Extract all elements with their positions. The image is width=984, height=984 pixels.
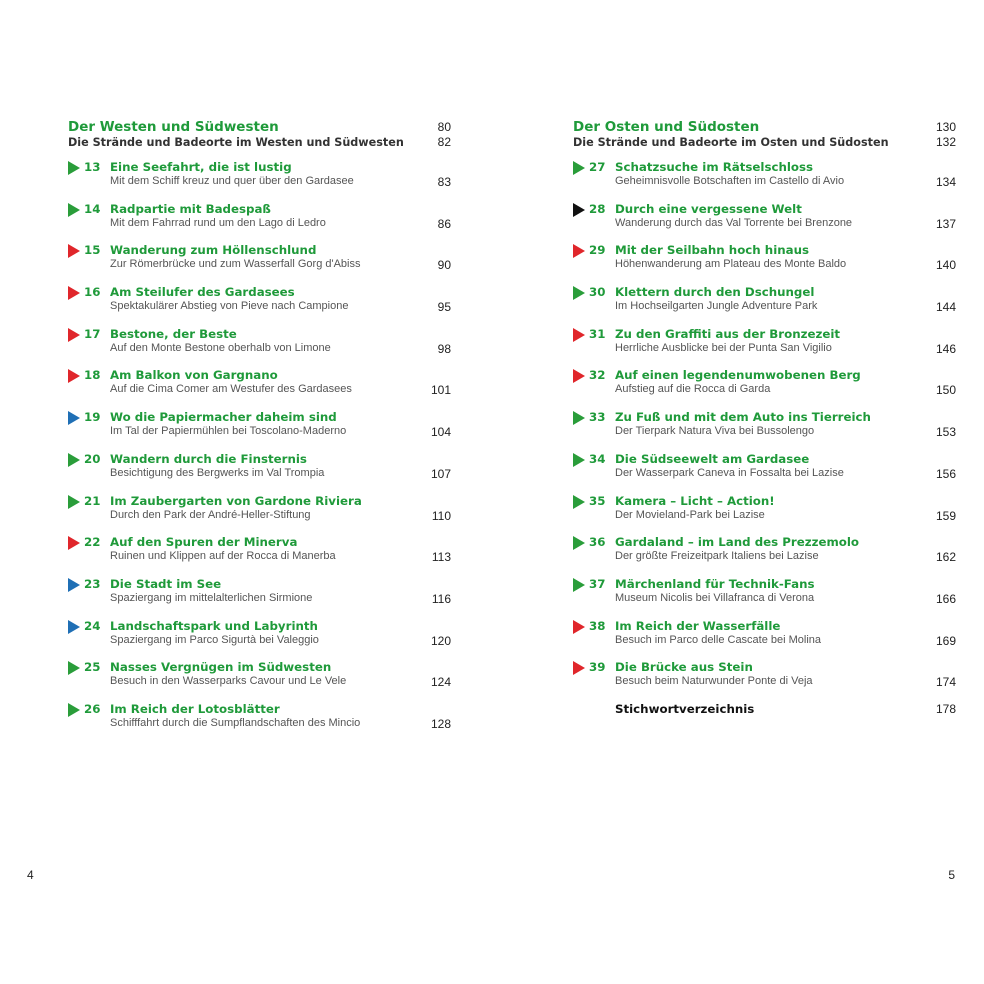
entry-page: 137 bbox=[935, 216, 956, 231]
difficulty-arrow-icon bbox=[573, 161, 585, 175]
difficulty-arrow-icon bbox=[68, 203, 80, 217]
entry-page: 116 bbox=[431, 591, 451, 606]
entry-page: 134 bbox=[935, 175, 956, 189]
difficulty-arrow-icon bbox=[68, 495, 80, 509]
entry-page: 150 bbox=[935, 383, 956, 398]
entry-number: 25 bbox=[84, 660, 101, 675]
entry-subtitle: Auf den Monte Bestone oberhalb von Limone bbox=[110, 341, 331, 354]
toc-entry[interactable] bbox=[573, 494, 956, 536]
entry-subtitle: Zur Römerbrücke und zum Wasserfall Gorg d'Abiss bbox=[110, 258, 361, 271]
entry-title: Im Zaubergarten von Gardone Riviera bbox=[110, 493, 362, 508]
entry-number: 19 bbox=[84, 410, 101, 425]
entry-subtitle: Spaziergang im mittelalterlichen Sirmione bbox=[110, 591, 313, 604]
section-title: Der Osten und Südosten bbox=[573, 119, 760, 135]
entry-subtitle: Aufstieg auf die Rocca di Garda bbox=[615, 383, 771, 396]
entry-page: 162 bbox=[935, 550, 956, 565]
entry-subtitle: Im Tal der Papiermühlen bei Toscolano-Maderno bbox=[110, 425, 347, 438]
toc-entry[interactable] bbox=[68, 535, 451, 577]
toc-column-east bbox=[573, 119, 956, 722]
entry-title: Märchenland für Technik-Fans bbox=[615, 576, 815, 591]
difficulty-arrow-icon bbox=[68, 578, 80, 592]
difficulty-arrow-icon bbox=[573, 620, 585, 634]
entry-title: Im Reich der Wasserfälle bbox=[615, 618, 781, 633]
toc-entry[interactable] bbox=[573, 535, 956, 577]
entry-subtitle: Ruinen und Klippen auf der Rocca di Manerba bbox=[110, 550, 336, 563]
entry-subtitle: Der Tierpark Natura Viva bei Bussolengo bbox=[615, 425, 815, 438]
difficulty-arrow-icon bbox=[68, 703, 80, 717]
toc-entry[interactable] bbox=[573, 660, 956, 702]
entry-number: 13 bbox=[84, 160, 101, 174]
entry-title: Kamera – Licht – Action! bbox=[615, 493, 775, 508]
entry-title: Nasses Vergnügen im Südwesten bbox=[110, 660, 332, 675]
toc-entry[interactable] bbox=[573, 619, 956, 661]
entry-subtitle: Spektakulärer Abstieg von Pieve nach Campione bbox=[110, 300, 349, 313]
entry-title: Auf den Spuren der Minerva bbox=[110, 535, 298, 550]
subsection-title: Die Strände und Badeorte im Westen und Südwesten bbox=[68, 136, 404, 149]
entry-title: Wanderung zum Höllenschlund bbox=[110, 243, 317, 258]
toc-entry[interactable] bbox=[68, 368, 451, 410]
toc-entry[interactable] bbox=[573, 327, 956, 369]
entry-title: Die Südseewelt am Gardasee bbox=[615, 451, 810, 466]
entry-title: Die Stadt im See bbox=[110, 576, 222, 591]
entry-number: 23 bbox=[84, 576, 101, 591]
entry-title: Landschaftspark und Labyrinth bbox=[110, 618, 318, 633]
entry-subtitle: Auf die Cima Comer am Westufer des Gardasees bbox=[110, 383, 352, 396]
entry-number: 24 bbox=[84, 618, 101, 633]
entry-title: Eine Seefahrt, die ist lustig bbox=[110, 160, 292, 174]
entry-list bbox=[68, 160, 451, 744]
toc-entry[interactable] bbox=[573, 285, 956, 327]
entry-page: 113 bbox=[431, 550, 451, 565]
difficulty-arrow-icon bbox=[68, 161, 80, 175]
toc-entry[interactable] bbox=[68, 285, 451, 327]
entry-subtitle: Höhenwanderung am Plateau des Monte Baldo bbox=[615, 258, 847, 271]
toc-entry[interactable] bbox=[68, 619, 451, 661]
page-number-left: 4 bbox=[27, 868, 34, 882]
toc-entry[interactable] bbox=[68, 452, 451, 494]
difficulty-arrow-icon bbox=[68, 536, 80, 550]
entry-title: Schatzsuche im Rätselschloss bbox=[615, 160, 814, 174]
toc-entry[interactable] bbox=[68, 202, 451, 244]
entry-subtitle: Mit dem Schiff kreuz und quer über den Gardasee bbox=[110, 175, 354, 187]
entry-title: Zu den Graffiti aus der Bronzezeit bbox=[615, 326, 841, 341]
entry-title: Zu Fuß und mit dem Auto ins Tierreich bbox=[615, 410, 871, 425]
entry-page: 104 bbox=[430, 425, 451, 440]
entry-number: 20 bbox=[84, 451, 101, 466]
entry-title: Am Balkon von Gargnano bbox=[110, 368, 278, 383]
toc-column-west bbox=[68, 119, 451, 744]
entry-number: 15 bbox=[84, 243, 101, 258]
toc-entry[interactable] bbox=[68, 160, 451, 202]
section-title: Der Westen und Südwesten bbox=[68, 119, 279, 135]
entry-page: 128 bbox=[430, 716, 451, 731]
entry-number: 31 bbox=[589, 326, 606, 341]
entry-title: Auf einen legendenumwobenen Berg bbox=[615, 368, 861, 383]
entry-title: Die Brücke aus Stein bbox=[615, 660, 753, 675]
entry-number: 38 bbox=[589, 618, 606, 633]
entry-number: 18 bbox=[84, 368, 101, 383]
difficulty-arrow-icon bbox=[68, 369, 80, 383]
toc-entry[interactable] bbox=[68, 410, 451, 452]
section-page: 80 bbox=[437, 120, 451, 134]
entry-title: Gardaland – im Land des Prezzemolo bbox=[615, 535, 860, 550]
entry-subtitle: Der größte Freizeitpark Italiens bei Lazise bbox=[615, 550, 819, 563]
toc-entry[interactable] bbox=[573, 368, 956, 410]
difficulty-arrow-icon bbox=[68, 411, 80, 425]
entry-subtitle: Im Hochseilgarten Jungle Adventure Park bbox=[615, 300, 818, 313]
entry-number: 35 bbox=[589, 493, 606, 508]
entry-subtitle: Museum Nicolis bei Villafranca di Verona bbox=[615, 591, 815, 604]
entry-subtitle: Herrliche Ausblicke bei der Punta San Vigilio bbox=[615, 341, 832, 354]
entry-page: 110 bbox=[431, 508, 451, 523]
entry-number: 14 bbox=[84, 201, 101, 216]
entry-number: 39 bbox=[589, 660, 606, 675]
entry-number: 16 bbox=[84, 285, 101, 300]
entry-number: 33 bbox=[589, 410, 606, 425]
entry-number: 26 bbox=[84, 701, 101, 716]
page-number-right: 5 bbox=[948, 868, 955, 882]
entry-page: 174 bbox=[935, 675, 956, 690]
toc-entry[interactable] bbox=[573, 160, 956, 202]
entry-number: 34 bbox=[589, 451, 606, 466]
toc-entry[interactable] bbox=[68, 494, 451, 536]
entry-page: 156 bbox=[935, 466, 956, 481]
entry-subtitle: Der Wasserpark Caneva in Fossalta bei Lazise bbox=[615, 466, 844, 479]
difficulty-arrow-icon bbox=[68, 661, 80, 675]
entry-title: Im Reich der Lotosblätter bbox=[110, 701, 280, 716]
entry-subtitle: Der Movieland-Park bei Lazise bbox=[615, 508, 765, 521]
toc-entry[interactable] bbox=[68, 243, 451, 285]
section-page: 130 bbox=[935, 120, 956, 134]
difficulty-arrow-icon bbox=[573, 411, 585, 425]
entry-number: 21 bbox=[84, 493, 101, 508]
entry-page: 90 bbox=[437, 258, 451, 273]
entry-subtitle: Besuch beim Naturwunder Ponte di Veja bbox=[615, 675, 813, 688]
entry-page: 159 bbox=[935, 508, 956, 523]
toc-entry[interactable] bbox=[573, 452, 956, 494]
entry-page: 144 bbox=[935, 300, 956, 315]
difficulty-arrow-icon bbox=[573, 661, 585, 675]
entry-list bbox=[573, 160, 956, 702]
entry-subtitle: Wanderung durch das Val Torrente bei Brenzone bbox=[615, 216, 853, 229]
entry-number: 28 bbox=[589, 201, 606, 216]
entry-page: 146 bbox=[935, 341, 956, 356]
entry-page: 101 bbox=[430, 383, 451, 398]
index-page: 178 bbox=[935, 701, 956, 716]
difficulty-arrow-icon bbox=[573, 369, 585, 383]
entry-title: Radpartie mit Badespaß bbox=[110, 201, 271, 216]
toc-entry[interactable] bbox=[68, 660, 451, 702]
index-entry[interactable] bbox=[573, 702, 956, 722]
entry-number: 22 bbox=[84, 535, 101, 550]
entry-page: 95 bbox=[437, 300, 451, 315]
entry-number: 29 bbox=[589, 243, 606, 258]
difficulty-arrow-icon bbox=[68, 620, 80, 634]
difficulty-arrow-icon bbox=[68, 453, 80, 467]
toc-entry[interactable] bbox=[68, 577, 451, 619]
toc-entry[interactable] bbox=[573, 410, 956, 452]
entry-page: 98 bbox=[437, 341, 451, 356]
entry-page: 169 bbox=[935, 633, 956, 648]
entry-subtitle: Besuch in den Wasserparks Cavour und Le Vele bbox=[110, 675, 347, 688]
entry-page: 140 bbox=[935, 258, 956, 273]
section-header-east bbox=[573, 119, 956, 135]
subsection-page: 82 bbox=[437, 135, 451, 149]
entry-subtitle: Durch den Park der André-Heller-Stiftung bbox=[110, 508, 311, 521]
entry-title: Durch eine vergessene Welt bbox=[615, 201, 802, 216]
entry-subtitle: Schifffahrt durch die Sumpflandschaften des Mincio bbox=[110, 716, 361, 729]
entry-page: 166 bbox=[935, 591, 956, 606]
entry-title: Mit der Seilbahn hoch hinaus bbox=[615, 243, 810, 258]
entry-page: 107 bbox=[430, 466, 451, 481]
toc-entry[interactable] bbox=[573, 577, 956, 619]
difficulty-arrow-icon bbox=[573, 536, 585, 550]
entry-number: 17 bbox=[84, 326, 101, 341]
toc-entry[interactable] bbox=[68, 327, 451, 369]
entry-subtitle: Besuch im Parco delle Cascate bei Molina bbox=[615, 633, 822, 646]
toc-entry[interactable] bbox=[68, 702, 451, 744]
difficulty-arrow-icon bbox=[68, 286, 80, 300]
entry-number: 36 bbox=[589, 535, 606, 550]
subsection-header-west bbox=[68, 135, 451, 152]
difficulty-arrow-icon bbox=[573, 453, 585, 467]
entry-subtitle: Besichtigung des Bergwerks im Val Trompia bbox=[110, 466, 325, 479]
difficulty-arrow-icon bbox=[573, 495, 585, 509]
difficulty-arrow-icon bbox=[68, 244, 80, 258]
difficulty-arrow-icon bbox=[573, 286, 585, 300]
entry-title: Klettern durch den Dschungel bbox=[615, 285, 815, 300]
difficulty-arrow-icon bbox=[573, 244, 585, 258]
entry-subtitle: Spaziergang im Parco Sigurtà bei Valeggio bbox=[110, 633, 319, 646]
entry-number: 27 bbox=[589, 160, 606, 174]
subsection-header-east bbox=[573, 135, 956, 152]
entry-page: 86 bbox=[437, 216, 451, 231]
entry-number: 32 bbox=[589, 368, 606, 383]
entry-title: Am Steilufer des Gardasees bbox=[110, 285, 295, 300]
entry-page: 120 bbox=[430, 633, 451, 648]
entry-number: 37 bbox=[589, 576, 606, 591]
entry-title: Wandern durch die Finsternis bbox=[110, 451, 307, 466]
section-header-west bbox=[68, 119, 451, 135]
toc-entry[interactable] bbox=[573, 202, 956, 244]
subsection-title: Die Strände und Badeorte im Osten und Südosten bbox=[573, 136, 889, 149]
index-label: Stichwortverzeichnis bbox=[615, 701, 755, 716]
subsection-page: 132 bbox=[935, 135, 956, 149]
entry-subtitle: Mit dem Fahrrad rund um den Lago di Ledro bbox=[110, 216, 326, 229]
difficulty-arrow-icon bbox=[68, 328, 80, 342]
entry-number: 30 bbox=[589, 285, 606, 300]
difficulty-arrow-icon bbox=[573, 578, 585, 592]
toc-entry[interactable] bbox=[573, 243, 956, 285]
entry-page: 124 bbox=[430, 675, 451, 690]
entry-title: Wo die Papiermacher daheim sind bbox=[110, 410, 337, 425]
entry-subtitle: Geheimnisvolle Botschaften im Castello di Avio bbox=[615, 175, 845, 187]
entry-title: Bestone, der Beste bbox=[110, 326, 237, 341]
difficulty-arrow-icon bbox=[573, 328, 585, 342]
entry-page: 153 bbox=[935, 425, 956, 440]
entry-page: 83 bbox=[437, 175, 451, 189]
difficulty-arrow-icon bbox=[573, 203, 585, 217]
